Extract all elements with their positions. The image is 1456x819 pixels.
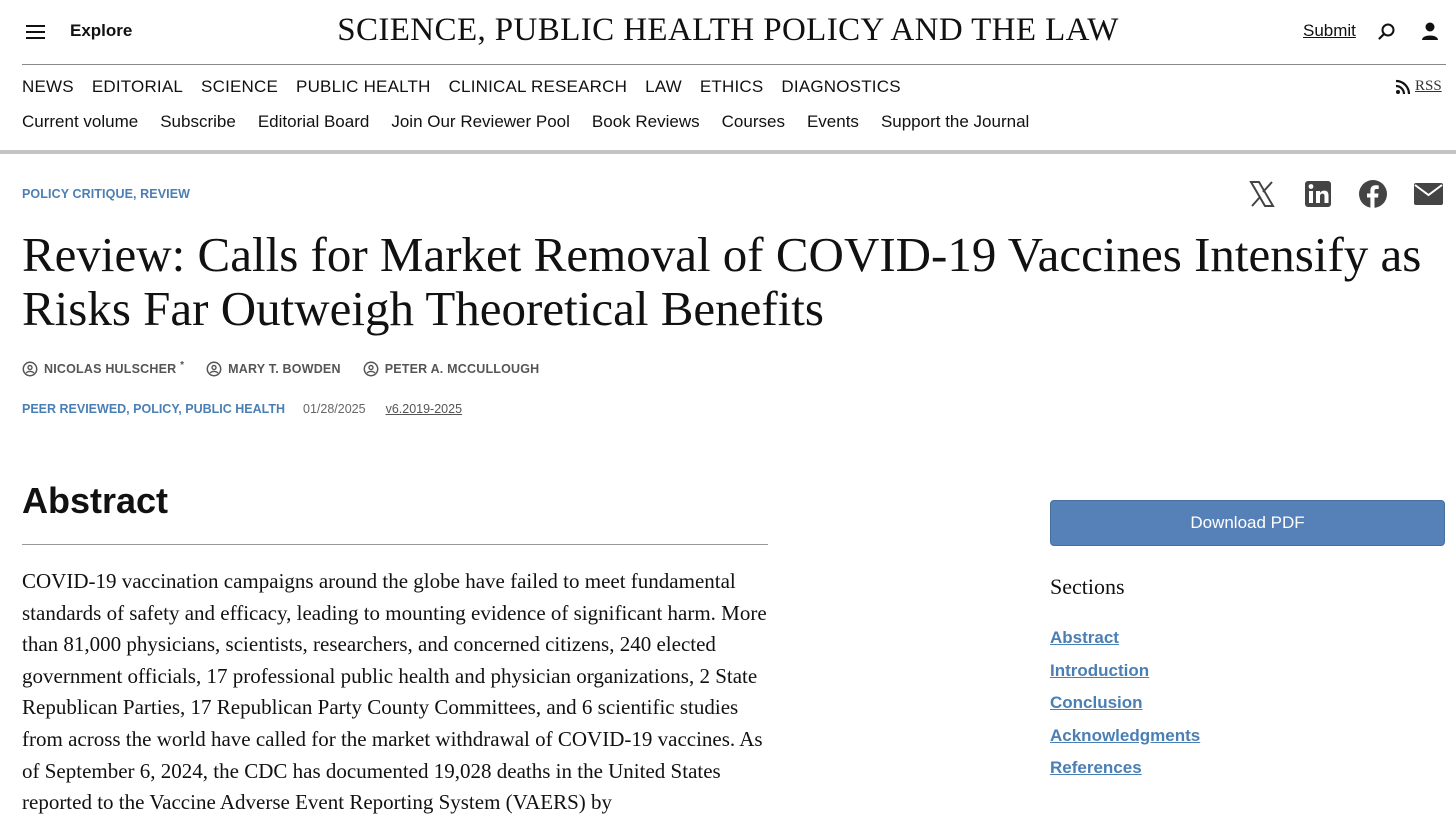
author-icon [22, 361, 38, 377]
section-link-references[interactable]: References [1050, 758, 1142, 777]
article-meta [22, 402, 462, 416]
x-icon[interactable] [1248, 178, 1276, 210]
secondary-nav [22, 112, 1051, 132]
nav-news[interactable]: NEWS [22, 77, 74, 96]
corresponding-author-mark: * [180, 360, 185, 371]
site-title[interactable]: SCIENCE, PUBLIC HEALTH POLICY AND THE LAW [337, 12, 1119, 48]
nav-editorial-board[interactable]: Editorial Board [257, 112, 370, 131]
author-name: PETER A. MCCULLOUGH [384, 362, 540, 377]
version-link[interactable]: v6.2019-2025 [385, 402, 463, 416]
explore-link[interactable]: Explore [70, 21, 133, 40]
download-pdf-button[interactable]: Download PDF [1050, 500, 1445, 546]
nav-events[interactable]: Events [806, 112, 859, 131]
facebook-icon[interactable] [1358, 178, 1388, 210]
sections-heading: Sections [1050, 574, 1125, 599]
nav-law[interactable]: LAW [645, 77, 682, 96]
search-icon[interactable] [1377, 22, 1397, 42]
submit-link[interactable]: Submit [1303, 21, 1356, 40]
author-item[interactable] [22, 360, 184, 377]
nav-clinical-research[interactable]: CLINICAL RESEARCH [448, 77, 628, 96]
primary-nav [22, 77, 919, 99]
author-icon [363, 361, 379, 377]
abstract-divider [22, 544, 768, 545]
nav-diagnostics[interactable]: DIAGNOSTICS [781, 77, 901, 96]
author-name: MARY T. BOWDEN [228, 362, 341, 377]
nav-editorial[interactable]: EDITORIAL [91, 77, 184, 96]
email-icon[interactable] [1413, 178, 1444, 210]
publish-date: 01/28/2025 [303, 402, 366, 416]
rss-link[interactable] [1395, 78, 1442, 98]
header-divider [22, 64, 1446, 65]
section-link-abstract[interactable]: Abstract [1050, 628, 1119, 647]
user-account-icon[interactable] [1420, 21, 1440, 41]
nav-current-volume[interactable]: Current volume [22, 112, 139, 131]
nav-support[interactable]: Support the Journal [880, 112, 1030, 131]
nav-courses[interactable]: Courses [721, 112, 785, 131]
nav-reviewer-pool[interactable]: Join Our Reviewer Pool [391, 112, 570, 131]
nav-public-health[interactable]: PUBLIC HEALTH [296, 77, 431, 96]
section-link-introduction[interactable]: Introduction [1050, 661, 1150, 680]
article-tags[interactable]: PEER REVIEWED, POLICY, PUBLIC HEALTH [22, 402, 285, 416]
nav-book-reviews[interactable]: Book Reviews [591, 112, 700, 131]
abstract-heading: Abstract [22, 480, 169, 521]
section-link-acknowledgments[interactable]: Acknowledgments [1050, 726, 1201, 745]
article-title: Review: Calls for Market Removal of COVID-19 Vaccines Intensify as Risks Far Outweigh Theoretical Benefits [22, 227, 1422, 336]
nav-subscribe[interactable]: Subscribe [160, 112, 236, 131]
abstract-text: COVID-19 vaccination campaigns around the globe have failed to meet fundamental standards of safety and efficacy, leading to mounting evidence of significant harm. More than 81,000 physicians, scientists, researchers, and concerned citizens, 240 elected government officials, 17 professional public health and physician organizations, 2 State Republican Parties, 17 Republican Party County Committees, and 6 scientific studies from across the world have called for the market withdrawal of COVID-19 vaccines. As of September 6, 2024, the CDC has documented 19,028 deaths in the United States reported to the Vaccine Adverse Event Reporting System (VAERS) by [22, 569, 767, 815]
linkedin-icon[interactable] [1304, 178, 1332, 210]
article-category[interactable]: POLICY CRITIQUE, REVIEW [22, 187, 191, 201]
author-item[interactable] [206, 361, 341, 377]
nav-ethics[interactable]: ETHICS [699, 77, 764, 96]
author-icon [206, 361, 222, 377]
author-list [22, 360, 561, 378]
rss-label: RSS [1415, 78, 1442, 95]
author-item[interactable] [363, 361, 540, 377]
top-bar [0, 0, 1456, 64]
nav-science[interactable]: SCIENCE [201, 77, 279, 96]
section-link-conclusion[interactable]: Conclusion [1050, 693, 1143, 712]
author-name: NICOLAS HULSCHER [44, 362, 177, 377]
nav-divider [0, 150, 1456, 154]
rss-icon [1395, 79, 1411, 95]
